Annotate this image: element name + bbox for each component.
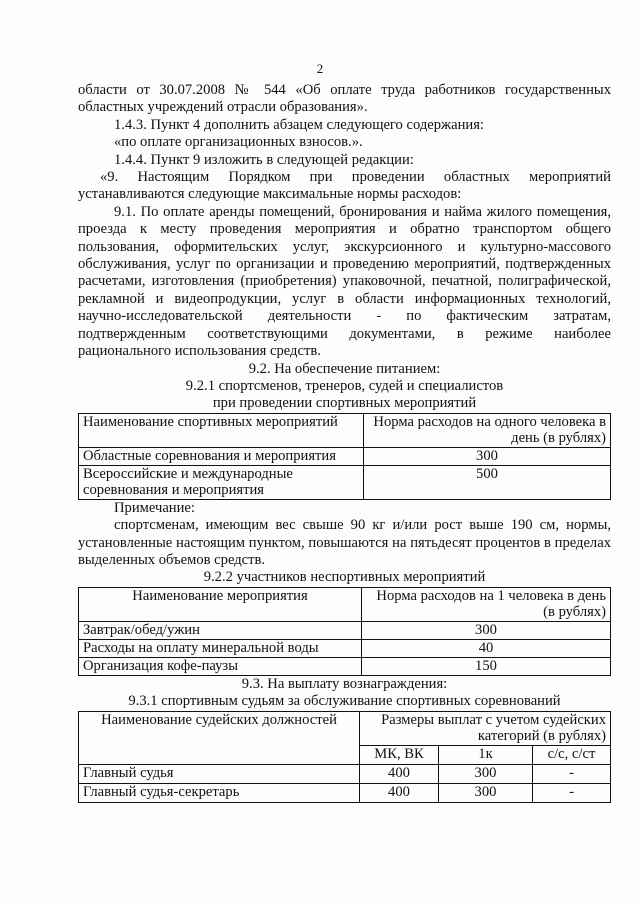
table-row (79, 657, 611, 675)
table-header-cell: МК, ВК (360, 745, 439, 764)
paragraph: 1.4.4. Пункт 9 изложить в следующей редакции: (114, 151, 414, 168)
table-row (79, 764, 611, 783)
table-cell: Расходы на оплату минеральной воды (79, 639, 362, 657)
subsection-heading: 9.2.1 спортсменов, тренеров, судей и специалистов (185, 377, 504, 394)
table-cell: Всероссийские и международные соревнования и мероприятия (79, 465, 364, 499)
table-header-row (79, 587, 611, 621)
paragraph: «9. Настоящим Порядком при проведении областных мероприятий устанавливаются следующие максимальные нормы расходов: (78, 169, 611, 203)
table-cell: 40 (362, 639, 611, 657)
table-cell: - (533, 783, 611, 802)
paragraph: «по оплате организационных взносов.». (114, 134, 363, 151)
subsection-heading: 9.3.1 спортивным судьям за обслуживание спортивных соревнований (128, 693, 561, 710)
note-text: спортсменам, имеющим вес свыше 90 кг и/или рост выше 190 см, нормы, установленные настоящим пунктом, повышаются на пятьдесят процентов в пределах выделенных объемов средств. (78, 517, 611, 568)
table-header-cell: Наименование спортивных мероприятий (79, 413, 364, 447)
table-cell: 300 (439, 783, 533, 802)
document-body (78, 82, 611, 803)
table-header-cell: Норма расходов на 1 человека в день (в рублях) (362, 587, 611, 621)
table-cell: Главный судья-секретарь (79, 783, 360, 802)
table-cell: Областные соревнования и мероприятия (79, 447, 364, 465)
subsection-heading: 9.2.2 участников неспортивных мероприятий (203, 569, 486, 586)
subsection-heading: при проведении спортивных мероприятий (212, 395, 477, 412)
paragraph: 9.1. По оплате аренды помещений, бронирования и найма жилого помещения, проезда к месту проведения мероприятия и обратно транспортом общего пользования, оформительских услуг, экскурсионного и культурно-массового обслуживания, услуг по организации и проведению мероприятий, подтвержденных расчетами, изготовления (приобретения) упаковочной, печатной, полиграфической, рекламной и видеопродукции, услуг в области информационных технологий, научно-исследовательской деятельности - по фактическим затратам, подтвержденным соответствующими документами, в режиме наиболее рационального использования средств. (78, 203, 611, 360)
table-row (79, 621, 611, 639)
nonsport-meals-table (78, 587, 611, 676)
judges-payments-table (78, 711, 611, 803)
table-cell: 300 (362, 621, 611, 639)
table-row (79, 447, 611, 465)
table-header-cell: Наименование мероприятия (79, 587, 362, 621)
table-cell: Главный судья (79, 764, 360, 783)
table-cell: 400 (360, 783, 439, 802)
section-heading: 9.2. На обеспечение питанием: (248, 360, 441, 377)
table-cell: 300 (364, 447, 611, 465)
table-row (79, 783, 611, 802)
table-header-row (79, 413, 611, 447)
note-title: Примечание: (114, 499, 195, 516)
table-cell: 150 (362, 657, 611, 675)
table-row (79, 465, 611, 499)
table-cell: - (533, 764, 611, 783)
paragraph: области от 30.07.2008 № 544 «Об оплате труда работников государственных областных учреждений отрасли образования». (78, 82, 611, 116)
sports-meals-table (78, 413, 611, 500)
table-cell: Организация кофе-паузы (79, 657, 362, 675)
paragraph: 1.4.3. Пункт 4 дополнить абзацем следующего содержания: (114, 116, 484, 133)
table-header-cell: 1к (439, 745, 533, 764)
section-heading: 9.3. На выплату вознаграждения: (241, 675, 448, 692)
table-cell: 400 (360, 764, 439, 783)
table-header-cell: с/с, с/ст (533, 745, 611, 764)
table-row (79, 639, 611, 657)
table-header-cell: Норма расходов на одного человека в день (в рублях) (364, 413, 611, 447)
table-header-row (79, 711, 611, 745)
table-cell: 500 (364, 465, 611, 499)
table-header-cell: Наименование судейских должностей (79, 711, 360, 764)
page-number: 2 (316, 61, 324, 76)
table-cell: 300 (439, 764, 533, 783)
table-cell: Завтрак/обед/ужин (79, 621, 362, 639)
table-header-cell: Размеры выплат с учетом судейских категорий (в рублях) (360, 711, 611, 745)
